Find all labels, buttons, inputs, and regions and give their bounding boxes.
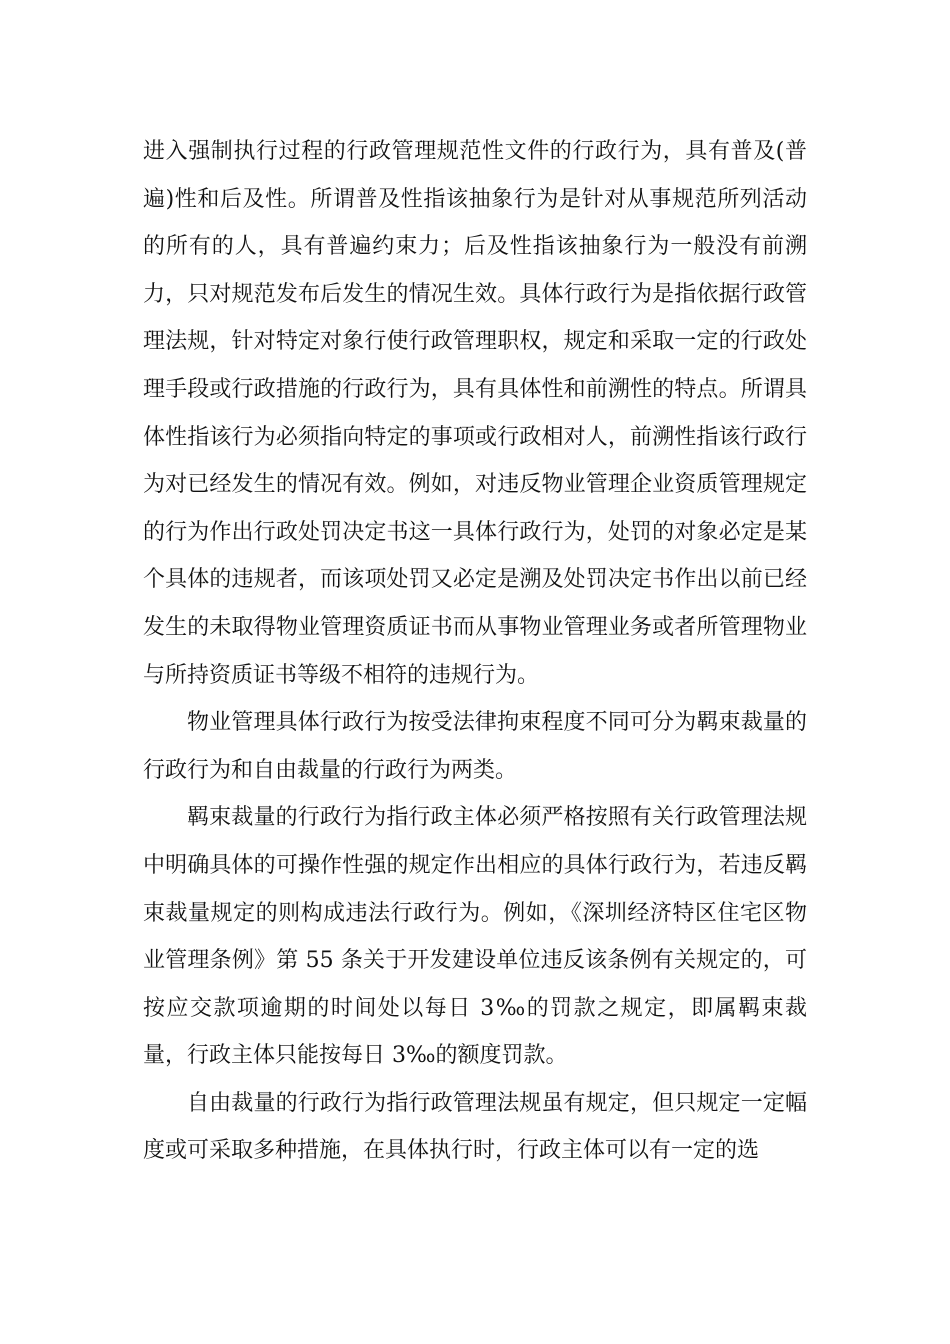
paragraph-3: 羁束裁量的行政行为指行政主体必须严格按照有关行政管理法规中明确具体的可操作性强的规定作出相应的具体行政行为，若违反羁束裁量规定的则构成违法行政行为。例如，《深圳经济特区住宅区物业管理条例》第 55 条关于开发建设单位违反该条例有关规定的，可按应交款项逾期的时间处以每日 3‰的罚款之规定，即属羁束裁量，行政主体只能按每日 3‰的额度罚款。 [143, 805, 807, 1069]
paragraph-2: 物业管理具体行政行为按受法律拘束程度不同可分为羁束裁量的行政行为和自由裁量的行政行为两类。 [143, 710, 807, 783]
paragraph-1: 进入强制执行过程的行政管理规范性文件的行政行为，具有普及(普遍)性和后及性。所谓普及性指该抽象行为是针对从事规范所列活动的所有的人，具有普遍约束力；后及性指该抽象行为一般没有前溯力，只对规范发布后发生的情况生效。具体行政行为是指依据行政管理法规，针对特定对象行使行政管理职权，规定和采取一定的行政处理手段或行政措施的行政行为，具有具体性和前溯性的特点。所谓具体性指该行为必须指向特定的事项或行政相对人，前溯性指该行政行为对已经发生的情况有效。例如，对违反物业管理企业资质管理规定的行为作出行政处罚决定书这一具体行政行为，处罚的对象必定是某个具体的违规者，而该项处罚又必定是溯及处罚决定书作出以前已经发生的未取得物业管理资质证书而从事物业管理业务或者所管理物业与所持资质证书等级不相符的违规行为。 [143, 139, 807, 688]
document-body [143, 128, 807, 1175]
paragraph-4: 自由裁量的行政行为指行政管理法规虽有规定，但只规定一定幅度或可采取多种措施，在具体执行时，行政主体可以有一定的选 [143, 1090, 807, 1164]
